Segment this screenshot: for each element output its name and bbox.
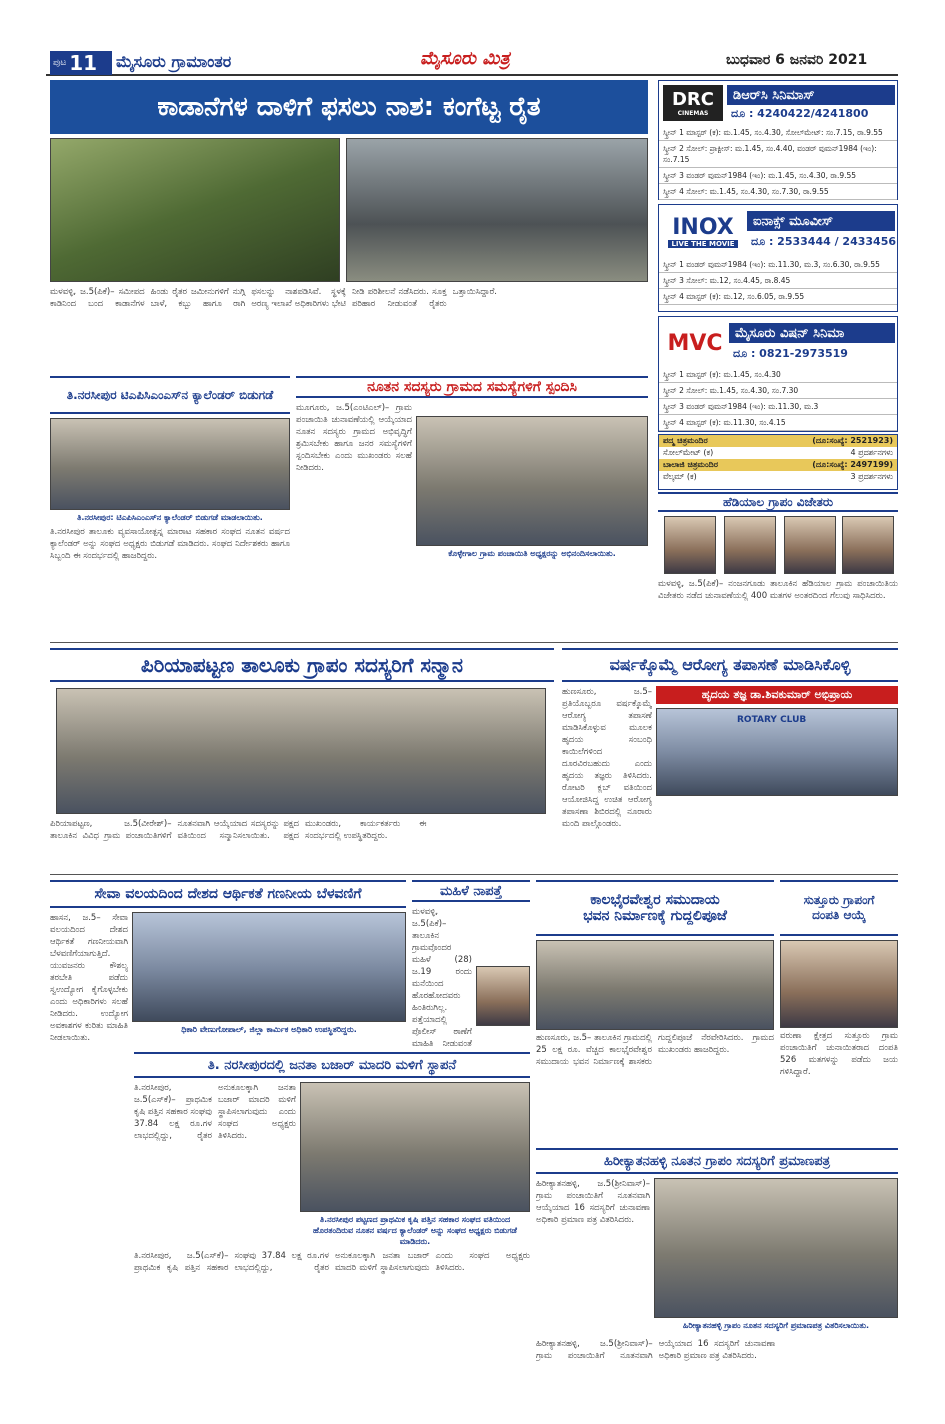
balaji-row [659, 459, 897, 471]
showtime-row: ಸ್ಕ್ರೀನ್ 1 ಮಾಸ್ಟರ್ (ಕ): ಮ.1.45, ಸಂ.4.30, ಸೋಲ್‌ಮೇಟ್: ಸಂ.7.15, ರಾ.9.55 [659, 125, 897, 141]
masthead: ಮೈಸೂರು ಮಿತ್ರ [420, 48, 510, 69]
new-members-headline: ನೂತನ ಸದಸ್ಯರು ಗ್ರಾಮದ ಸಮಸ್ಯೆಗಳಿಗೆ ಸ್ಪಂದಿಸಿ [296, 376, 648, 398]
health-check-photo [656, 708, 898, 796]
padma-name: ಪದ್ಮ ಚಿತ್ರಮಂದಿರ [663, 436, 708, 445]
inox-title: ಐನಾಕ್ಸ್ ಮೂವೀಸ್ [747, 211, 895, 231]
missing-woman-headline: ಮಹಿಳೆ ನಾಪತ್ತೆ [412, 880, 530, 902]
mvc-showtimes [659, 367, 897, 431]
kalabhairava-headline-line1: ಕಾಲಭೈರವೇಶ್ವರ ಸಮುದಾಯ [590, 892, 720, 908]
lead-body: ಮಳವಳ್ಳಿ, ಜ.5(ಪಿಕೆ)– ಸಮೀಪದ ಕಾಡಿನಿಂದ ಬಂದ ಕಾಡಾನೆಗಳ ಹಿಂಡು ರೈತರ ಜಮೀನುಗಳಿಗೆ ನುಗ್ಗಿ ಬಾಳೆ, ಕಬ್ಬು ಹಾಗೂ ರಾಗಿ ಫಸಲನ್ನು ನಾಶಪಡಿಸಿವೆ. ಸ್ಥಳಕ್ಕೆ ಅರಣ್ಯ ಇಲಾಖೆ ಅಧಿಕಾರಿಗಳು ಭೇಟಿ ನೀಡಿ ಪರಿಶೀಲನೆ ನಡೆಸಿದರು. ಸೂಕ್ತ ಪರಿಹಾರ ನೀಡುವಂತೆ ರೈತರು ಒತ್ತಾಯಿಸಿದ್ದಾರೆ. [50, 287, 498, 309]
showtime-row: ಸ್ಕ್ರೀನ್ 3 ಸೋಲ್: ಮ.12, ಸಂ.4.45, ರಾ.8.45 [659, 273, 897, 289]
hirekyathanahalli-body-continued: ಹಿರೀಕ್ಯಾತನಹಳ್ಳಿ, ಜ.5(ಶ್ರೀನಿವಾಸ್)– ಗ್ರಾಮ ಪಂಚಾಯಿತಿಗೆ ನೂತನವಾಗಿ ಆಯ್ಕೆಯಾದ 16 ಸದಸ್ಯರಿಗೆ ಚುನಾವಣಾ ಅಧಿಕಾರಿ ಪ್ರಮಾಣ ಪತ್ರ ವಿತರಿಸಿದರು. [536, 1339, 776, 1361]
balaji-show [659, 471, 897, 483]
showtime-row: ಸ್ಕ್ರೀನ್ 1 ಮಾಸ್ಟರ್ (ಕ): ಮ.1.45, ಸಂ.4.30 [659, 367, 897, 383]
kalabhairava-headline-line2: ಭವನ ನಿರ್ಮಾಣಕ್ಕೆ ಗುದ್ದಲಿಪೂಜೆ [583, 908, 727, 924]
showtime-row: ಸ್ಕ್ರೀನ್ 4 ಮಾಸ್ಟರ್ (ಕ): ಮ.11.30, ಸಂ.4.15 [659, 415, 897, 431]
showtime-row: ಸ್ಕ್ರೀನ್ 2 ಸೋಲ್: ಪ್ರಾಕ್ಟೀಸ್: ಮ.1.45, ಸಂ.4.40, ವಂಡರ್ ವುಮನ್1984 (ಇಂ): ಸಂ.7.15 [659, 141, 897, 168]
mvc-cinema-ad [658, 316, 898, 432]
drc-title: ಡಿಆರ್‌ಸಿ ಸಿನಿಮಾಸ್ [727, 85, 895, 105]
health-check-body: ಹುಣಸೂರು, ಜ.5– ಪ್ರತಿಯೊಬ್ಬರೂ ವರ್ಷಕ್ಕೊಮ್ಮೆ ಆರೋಗ್ಯ ತಪಾಸಣೆ ಮಾಡಿಸಿಕೊಳ್ಳುವ ಮೂಲಕ ಹೃದಯ ಸಂಬಂಧಿ ಕಾಯಿಲೆಗಳಿಂದ ದೂರವಿರಬಹುದು ಎಂದು ಹೃದಯ ತಜ್ಞರು ತಿಳಿಸಿದರು. ರೋಟರಿ ಕ್ಲಬ್ ವತಿಯಿಂದ ಆಯೋಜಿಸಿದ್ದ ಉಚಿತ ಆರೋಗ್ಯ ತಪಾಸಣಾ ಶಿಬಿರದಲ್ಲಿ ನೂರಾರು ಮಂದಿ ಪಾಲ್ಗೊಂಡರು. [562, 687, 652, 829]
padma-row [659, 435, 897, 447]
winner-photo [664, 516, 716, 574]
periyapatna-body: ಪಿರಿಯಾಪಟ್ಟಣ, ಜ.5(ವೀರೇಶ್)– ತಾಲೂಕಿನ ವಿವಿಧ ಗ್ರಾಮ ಪಂಚಾಯಿತಿಗಳಿಗೆ ನೂತನವಾಗಿ ಆಯ್ಕೆಯಾದ ಸದಸ್ಯರನ್ನು ಪಕ್ಷದ ವತಿಯಿಂದ ಸನ್ಮಾನಿಸಲಾಯಿತು. ಪಕ್ಷದ ಮುಖಂಡರು, ಕಾರ್ಯಕರ್ತರು ಈ ಸಂದರ್ಭದಲ್ಲಿ ಉಪಸ್ಥಿತರಿದ್ದರು. [50, 819, 427, 841]
winner-photo [784, 516, 836, 574]
janata-bazaar-body: ತಿ.ನರಸೀಪುರ, ಜ.5(ಎಸ್‌ಕೆ)– ಪ್ರಾಥಮಿಕ ಕೃಷಿ ಪತ್ತಿನ ಸಹಕಾರ ಸಂಘವು 37.84 ಲಕ್ಷ ರೂ.ಗಳ ಲಾಭದಲ್ಲಿದ್ದು, ರೈತರ ಅನುಕೂಲಕ್ಕಾಗಿ ಜನತಾ ಬಜಾರ್ ಮಾದರಿ ಮಳಿಗೆ ಸ್ಥಾಪಿಸಲಾಗುವುದು ಎಂದು ಸಂಘದ ಅಧ್ಯಕ್ಷರು ತಿಳಿಸಿದರು. [134, 1083, 296, 1141]
janata-bazaar-photo [300, 1082, 530, 1212]
inox-phone: ದೂ : 2533444 / 2433456 [751, 235, 897, 248]
page-number: 11 [69, 51, 98, 75]
showtime-row: ಸ್ಕ್ರೀನ್ 2 ಸೋಲ್: ಮ.1.45, ಸಂ.4.30, ಸಂ.7.30 [659, 383, 897, 399]
drc-logo [663, 85, 723, 121]
divider [50, 642, 898, 643]
new-members-body: ಮೂಗೂರು, ಜ.5(ಎಂಟಿಎಲ್)– ಗ್ರಾಮ ಪಂಚಾಯಿತಿ ಚುನಾವಣೆಯಲ್ಲಿ ಆಯ್ಕೆಯಾದ ನೂತನ ಸದಸ್ಯರು ಗ್ರಾಮದ ಅಭಿವೃದ್ಧಿಗೆ ಶ್ರಮಿಸಬೇಕು ಹಾಗೂ ಜನರ ಸಮಸ್ಯೆಗಳಿಗೆ ಸ್ಪಂದಿಸಬೇಕು ಎಂದು ಮುಖಂಡರು ಸಲಹೆ ನೀಡಿದರು. [296, 403, 412, 473]
kalabhairava-photo [536, 940, 774, 1030]
showtime-row: ಸ್ಕ್ರೀನ್ 4 ಮಾಸ್ಟರ್ (ಕ): ಮ.12, ಸಂ.6.05, ರಾ.9.55 [659, 289, 897, 305]
hirekyathanahalli-caption: ಹಿರೀಕ್ಯಾತನಹಳ್ಳಿ ಗ್ರಾಪಂ ನೂತನ ಸದಸ್ಯರಿಗೆ ಪ್ರಮಾಣಪತ್ರ ವಿತರಿಸಲಾಯಿತು. [682, 1321, 870, 1330]
balaji-phone: (ದೂ:ಸಂಖ್ಯೆ: 2497199) [812, 460, 893, 469]
inox-logo-text: INOX [672, 214, 734, 240]
new-members-caption: ಕೊಳ್ಳೇಗಾಲ ಗ್ರಾಮ ಪಂಚಾಯಿತಿ ಅಧ್ಯಕ್ಷರನ್ನು ಅಭಿನಂದಿಸಲಾಯಿತು. [448, 549, 616, 558]
drc-phone: ದೂ : 4240422/4241800 [731, 107, 869, 120]
page-word: ಪುಟ [53, 58, 67, 68]
sutturu-headline-line1: ಸುತ್ತೂರು ಗ್ರಾಪಂಗೆ [803, 893, 875, 907]
hediyala-headline: ಹೆಡಿಯಾಲ ಗ್ರಾಪಂ ವಿಜೇತರು [658, 492, 898, 512]
inox-showtimes [659, 257, 897, 305]
banking-body: ಹಾಸನ, ಜ.5– ಸೇವಾ ವಲಯದಿಂದ ದೇಶದ ಆರ್ಥಿಕತೆ ಗಣನೀಯವಾಗಿ ಬೆಳವಣಿಗೆಯಾಗುತ್ತಿದೆ. ಯುವಜನರು ಕೌಶಲ್ಯ ತರಬೇತಿ ಪಡೆದು ಸ್ವಉದ್ಯೋಗ ಕೈಗೊಳ್ಳಬೇಕು ಎಂದು ಅಧಿಕಾರಿಗಳು ಸಲಹೆ ನೀಡಿದರು. ಉದ್ಯೋಗ ಅವಕಾಶಗಳ ಕುರಿತು ಮಾಹಿತಿ ನೀಡಲಾಯಿತು. [50, 913, 128, 1043]
theatre-listings [658, 434, 898, 490]
showtime-row: ಸ್ಕ್ರೀನ್ 1 ವಂಡರ್ ವುಮನ್1984 (ಇಂ): ಮ.11.30, ಮ.3, ಸಂ.6.30, ರಾ.9.55 [659, 257, 897, 273]
missing-woman-body: ಮಳವಳ್ಳಿ, ಜ.5(ಪಿಕೆ)– ತಾಲೂಕಿನ ಗ್ರಾಮವೊಂದರ ಮಹಿಳೆ (28) ಜ.19 ರಂದು ಮನೆಯಿಂದ ಹೊರಹೋದವರು ಹಿಂತಿರುಗಿಲ್ಲ. ಪತ್ತೆಯಾದಲ್ಲಿ ಪೊಲೀಸ್ ಠಾಣೆಗೆ ಮಾಹಿತಿ ನೀಡುವಂತೆ [412, 907, 472, 1048]
janata-bazaar-body-continued: ತಿ.ನರಸೀಪುರ, ಜ.5(ಎಸ್‌ಕೆ)– ಪ್ರಾಥಮಿಕ ಕೃಷಿ ಪತ್ತಿನ ಸಹಕಾರ ಸಂಘವು 37.84 ಲಕ್ಷ ರೂ.ಗಳ ಲಾಭದಲ್ಲಿದ್ದು, ರೈತರ ಅನುಕೂಲಕ್ಕಾಗಿ ಜನತಾ ಬಜಾರ್ ಮಾದರಿ ಮಳಿಗೆ ಸ್ಥಾಪಿಸಲಾಗುವುದು ಎಂದು ಸಂಘದ ಅಧ್ಯಕ್ಷರು ತಿಳಿಸಿದರು. [134, 1251, 530, 1273]
kalabhairava-body: ಹುಣಸೂರು, ಜ.5– ತಾಲೂಕಿನ ಗ್ರಾಮದಲ್ಲಿ 25 ಲಕ್ಷ ರೂ. ವೆಚ್ಚದ ಕಾಲಭೈರವೇಶ್ವರ ಸಮುದಾಯ ಭವನ ನಿರ್ಮಾಣಕ್ಕೆ ಶಾಸಕರು ಗುದ್ದಲಿಪೂಜೆ ನೆರವೇರಿಸಿದರು. ಗ್ರಾಮದ ಮುಖಂಡರು ಹಾಜರಿದ್ದರು. [536, 1033, 774, 1067]
padma-show [659, 447, 897, 459]
tnpura-calendar-caption: ತಿ.ನರಸೀಪುರ: ಟಿಎಪಿಸಿಎಂಎಸ್‌ನ ಕ್ಯಾಲೆಂಡರ್ ಬಿಡುಗಡೆ ಮಾಡಲಾಯಿತು. [77, 513, 263, 522]
drc-logo-sub: CINEMAS [677, 110, 709, 117]
hirekyathanahalli-photo [654, 1178, 898, 1318]
mvc-logo: MVC [667, 330, 723, 356]
padma-phone: (ದೂ:ಸಂಖ್ಯೆ: 2521923) [812, 436, 893, 445]
janata-bazaar-caption: ತಿ.ನರಸೀಪುರ ಪಟ್ಟಣದ ಪ್ರಾಥಮಿಕ ಕೃಷಿ ಪತ್ತಿನ ಸಹಕಾರ ಸಂಘದ ವತಿಯಿಂದ ಹೊರತಂದಿರುವ ನೂತನ ವರ್ಷದ ಕ್ಯಾಲೆಂಡರ್ ಅನ್ನು ಸಂಘದ ಅಧ್ಯಕ್ಷರು ಬಿಡುಗಡೆ ಮಾಡಿದರು. [313, 1215, 517, 1246]
sutturu-photo [780, 940, 898, 1028]
balaji-name: ಬಾಲಾಜಿ ಚಿತ್ರಮಂದಿರ [663, 460, 718, 469]
hirekyathanahalli-headline: ಹಿರೀಕ್ಯಾತನಹಳ್ಳಿ ನೂತನ ಗ್ರಾಪಂ ಸದಸ್ಯರಿಗೆ ಪ್ರಮಾಣಪತ್ರ [536, 1148, 898, 1174]
hirekyathanahalli-body: ಹಿರೀಕ್ಯಾತನಹಳ್ಳಿ, ಜ.5(ಶ್ರೀನಿವಾಸ್)– ಗ್ರಾಮ ಪಂಚಾಯಿತಿಗೆ ನೂತನವಾಗಿ ಆಯ್ಕೆಯಾದ 16 ಸದಸ್ಯರಿಗೆ ಚುನಾವಣಾ ಅಧಿಕಾರಿ ಪ್ರಮಾಣ ಪತ್ರ ವಿತರಿಸಿದರು. [536, 1179, 650, 1225]
lead-headline: ಕಾಡಾನೆಗಳ ದಾಳಿಗೆ ಫಸಲು ನಾಶ: ಕಂಗೆಟ್ಟ ರೈತ [50, 80, 648, 134]
tnpura-calendar-body: ತಿ.ನರಸೀಪುರ ತಾಲೂಕು ವ್ಯವಸಾಯೋತ್ಪನ್ನ ಮಾರಾಟ ಸಹಕಾರ ಸಂಘದ ನೂತನ ವರ್ಷದ ಕ್ಯಾಲೆಂಡರ್ ಅನ್ನು ಸಂಘದ ಅಧ್ಯಕ್ಷರು ಬಿಡುಗಡೆ ಮಾಡಿದರು. ಸಂಘದ ನಿರ್ದೇಶಕರು ಹಾಗೂ ಸಿಬ್ಬಂದಿ ಈ ಸಂದರ್ಭದಲ್ಲಿ ಹಾಜರಿದ್ದರು. [50, 527, 290, 561]
section-name: ಮೈಸೂರು ಗ್ರಾಮಾಂತರ [116, 52, 232, 71]
showtime-row: ಸ್ಕ್ರೀನ್ 3 ವಂಡರ್ ವುಮನ್1984 (ಇಂ): ಮ.11.30, ಮ.3 [659, 399, 897, 415]
lead-photo-elephants [346, 138, 648, 282]
page-number-badge [50, 51, 112, 75]
winner-photo [842, 516, 894, 574]
banking-caption: ಧಿಕಾರಿ ವೇಣುಗೋಪಾಲ್, ಜಿಲ್ಲಾ ಕಾರ್ಮಿಕ ಅಧಿಕಾರಿ ಉಪಸ್ಥಿತರಿದ್ದರು. [181, 1025, 357, 1034]
hediyala-body: ಮಳವಳ್ಳಿ, ಜ.5(ಪಿಕೆ)– ನಂಜನಗೂಡು ತಾಲೂಕಿನ ಹೆಡಿಯಾಲ ಗ್ರಾಮ ಪಂಚಾಯಿತಿಯ ವಿಜೇತರು ನಡೆದ ಚುನಾವಣೆಯಲ್ಲಿ 400 ಮತಗಳ ಅಂತರದಿಂದ ಗೆಲುವು ಸಾಧಿಸಿದರು. [658, 579, 898, 601]
drc-cinema-ad [658, 80, 898, 200]
sutturu-headline [780, 880, 898, 936]
banking-photo [132, 912, 406, 1022]
rotary-sign: ROTARY CLUB [737, 715, 807, 725]
missing-woman-photo [476, 966, 530, 1026]
padma-film: ಸೋಲ್‌ಮೇಟ್ (ಕ) [663, 448, 714, 457]
issue-date: ಬುಧವಾರ 6 ಜನವರಿ 2021 [726, 52, 868, 68]
kalabhairava-headline [536, 880, 774, 936]
divider [50, 874, 898, 875]
tnpura-calendar-headline: ತಿ.ನರಸೀಪುರ ಟಿಎಪಿಸಿಎಂಎಸ್‌ನ ಕ್ಯಾಲೆಂಡರ್ ಬಿಡುಗಡೆ [50, 376, 290, 414]
mvc-title: ಮೈಸೂರು ವಿಷನ್ ಸಿನಿಮಾ [729, 323, 895, 343]
new-members-photo [416, 416, 648, 546]
showtime-row: ಸ್ಕ್ರೀನ್ 4 ಸೋಲ್: ಮ.1.45, ಸಂ.4.30, ಸಂ.7.30, ರಾ.9.55 [659, 184, 897, 200]
tnpura-calendar-photo [50, 418, 290, 510]
winner-photo [724, 516, 776, 574]
drc-showtimes [659, 125, 897, 200]
health-check-headline: ವರ್ಷಕ್ಕೊಮ್ಮೆ ಆರೋಗ್ಯ ತಪಾಸಣೆ ಮಾಡಿಸಿಕೊಳ್ಳಿ [562, 648, 898, 682]
balaji-count: 3 ಪ್ರದರ್ಶನಗಳು [850, 472, 893, 481]
padma-count: 4 ಪ್ರದರ್ಶನಗಳು [850, 448, 893, 457]
inox-cinema-ad [658, 204, 898, 312]
inox-tagline: LIVE THE MOVIE [668, 240, 737, 248]
mvc-phone: ದೂ : 0821-2973519 [733, 347, 848, 360]
health-check-subhead: ಹೃದಯ ತಜ್ಞ ಡಾ.ಶಿವಕುಮಾರ್ ಅಭಿಪ್ರಾಯ [656, 686, 898, 704]
showtime-row: ಸ್ಕ್ರೀನ್ 3 ವಂಡರ್ ವುಮನ್1984 (ಇಂ): ಮ.1.45, ಸಂ.4.30, ರಾ.9.55 [659, 168, 897, 184]
lead-photo-crop [50, 138, 340, 282]
sutturu-body: ವರುಣಾ ಕ್ಷೇತ್ರದ ಸುತ್ತೂರು ಗ್ರಾಮ ಪಂಚಾಯಿತಿಗೆ ಚುನಾಯಿತರಾದ ದಂಪತಿ 526 ಮತಗಳನ್ನು ಪಡೆದು ಜಯ ಗಳಿಸಿದ್ದಾರೆ. [780, 1031, 898, 1077]
inox-logo [663, 211, 743, 251]
balaji-film: ವೆಲ್ಕಮ್ (ಕ) [663, 472, 697, 481]
drc-logo-text: DRC [671, 89, 714, 110]
sutturu-headline-line2: ದಂಪತಿ ಆಯ್ಕೆ [812, 908, 866, 922]
periyapatna-headline: ಪಿರಿಯಾಪಟ್ಟಣ ತಾಲೂಕು ಗ್ರಾಪಂ ಸದಸ್ಯರಿಗೆ ಸನ್ಮಾನ [50, 648, 554, 682]
banking-headline: ಸೇವಾ ವಲಯದಿಂದ ದೇಶದ ಆರ್ಥಿಕತೆ ಗಣನೀಯ ಬೆಳವಣಿಗೆ [50, 880, 406, 908]
periyapatna-photo [56, 688, 546, 814]
janata-bazaar-headline: ತಿ. ನರಸೀಪುರದಲ್ಲಿ ಜನತಾ ಬಜಾರ್ ಮಾದರಿ ಮಳಿಗೆ ಸ್ಥಾಪನೆ [134, 1052, 530, 1078]
